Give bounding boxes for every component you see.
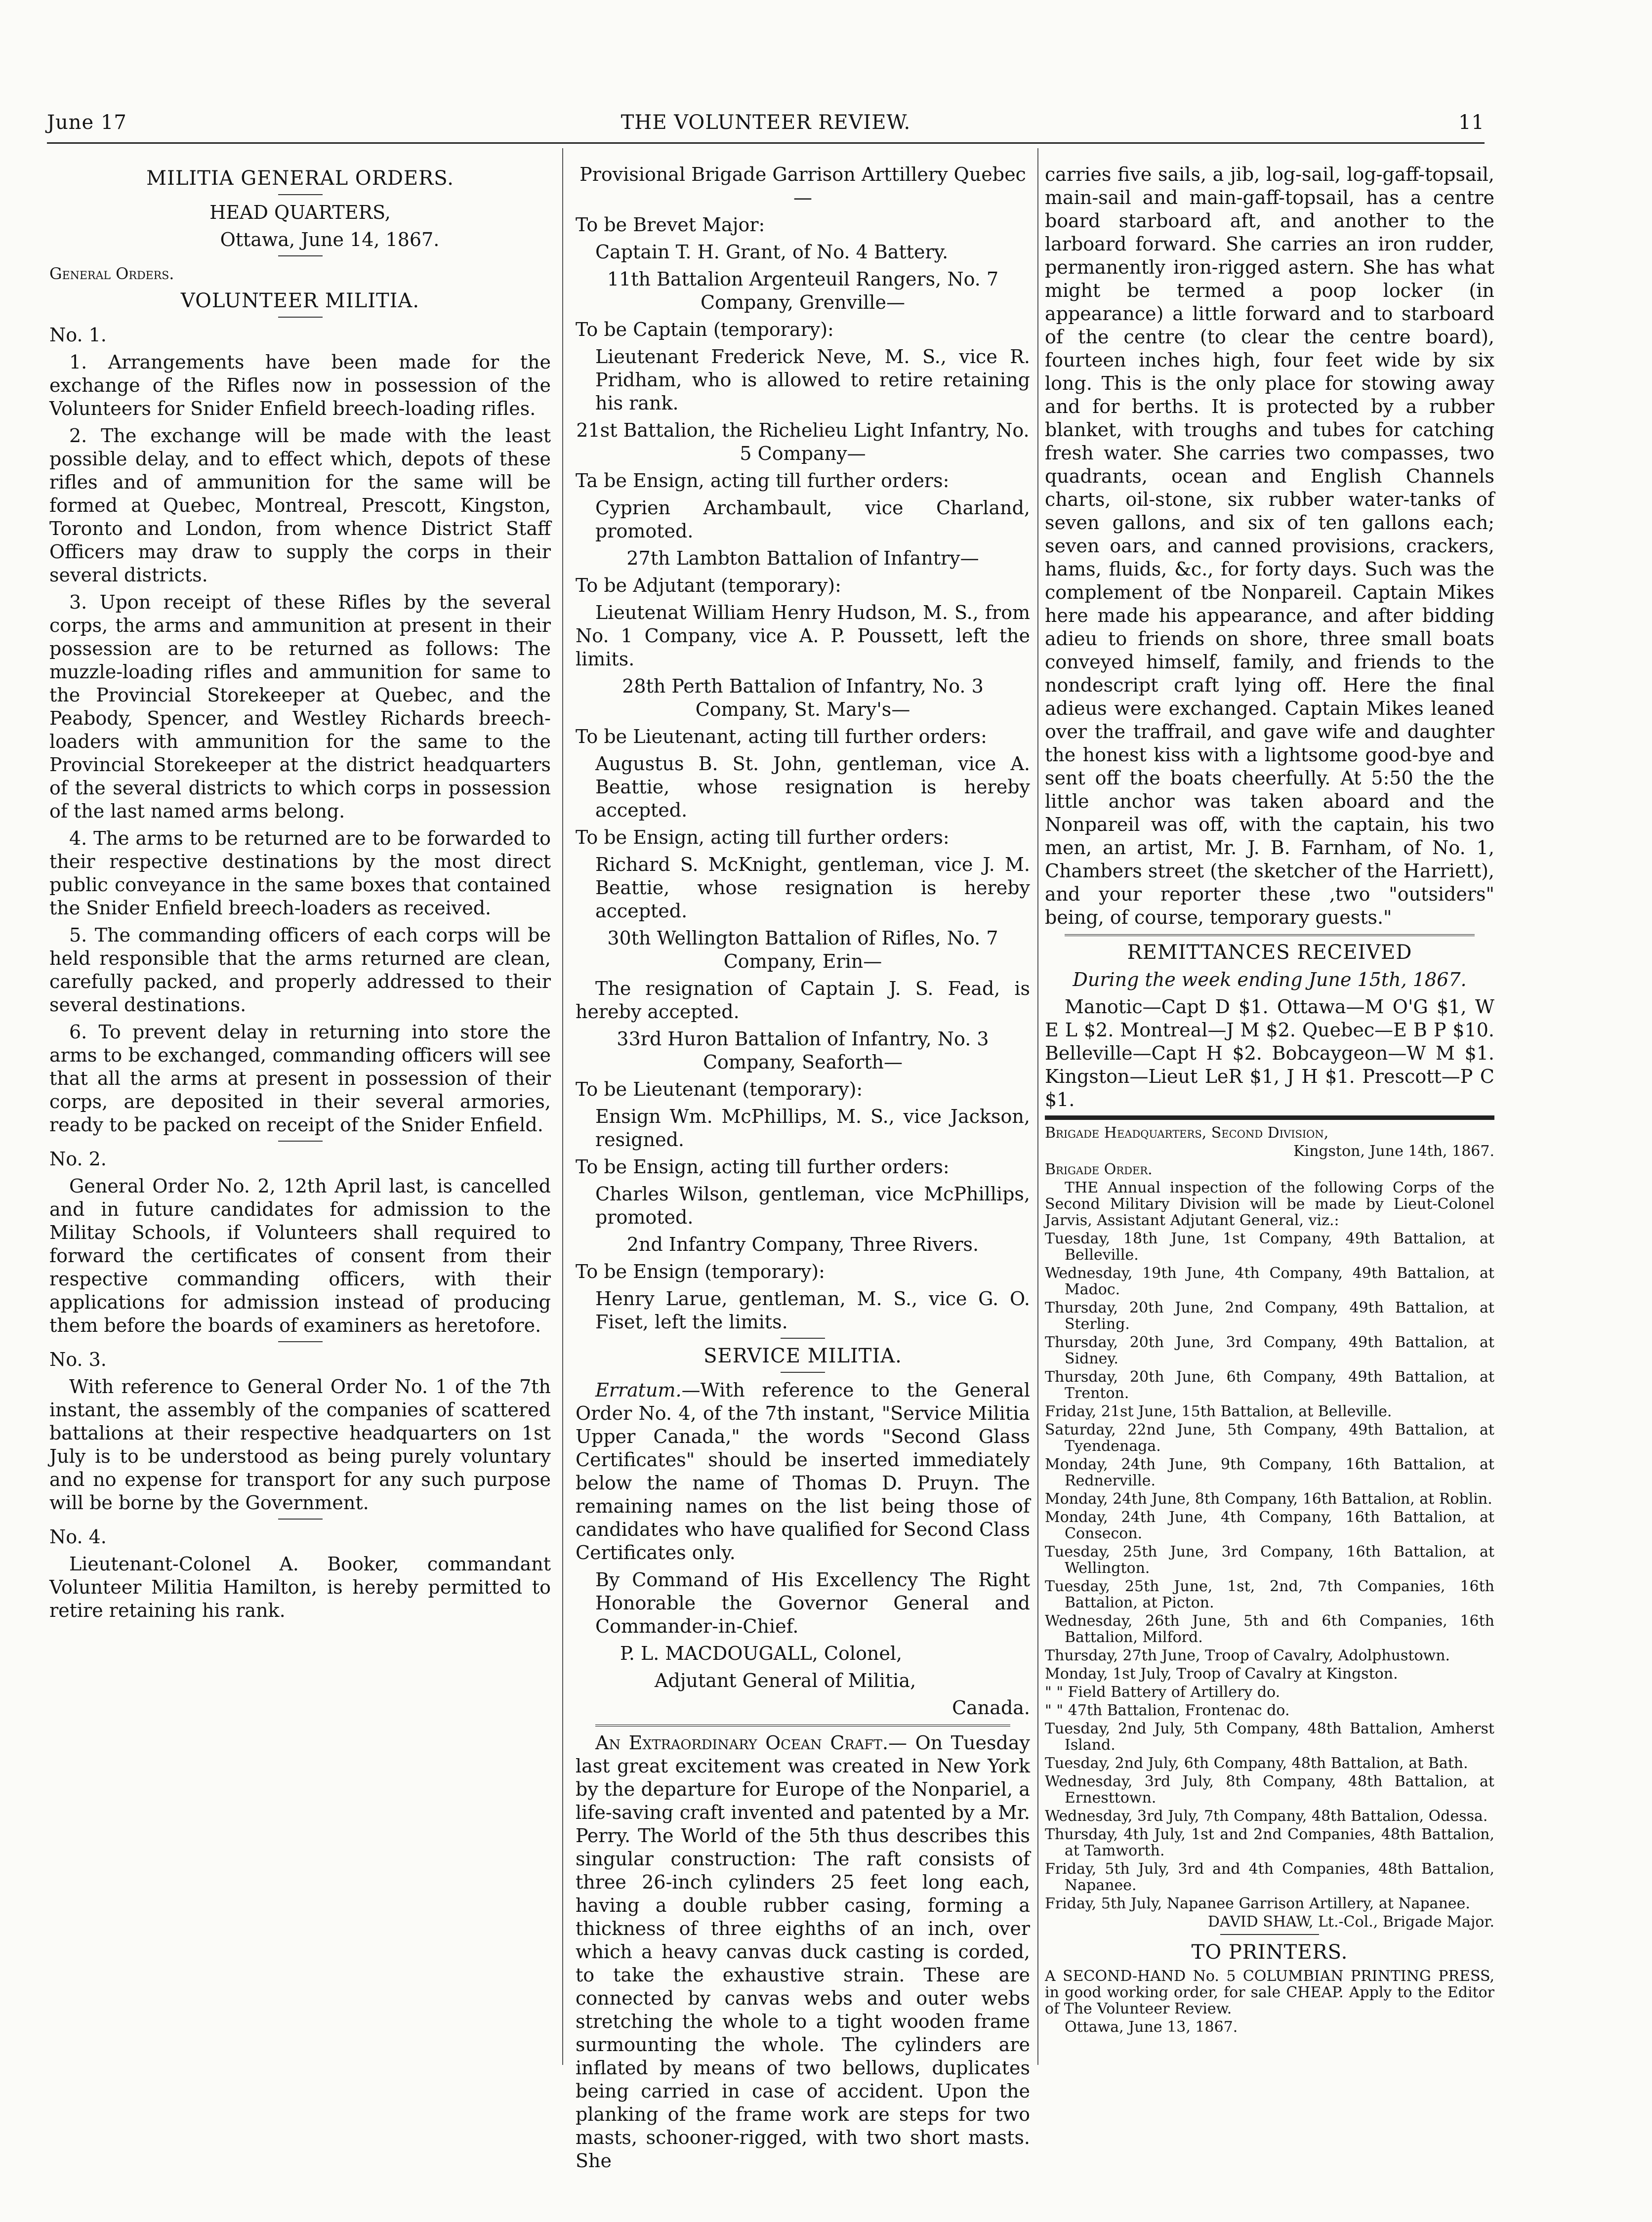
appointment-line: To be Captain (temporary): (576, 319, 834, 340)
appointment-line: Ensign Wm. McPhillips, M. S., vice Jackson, resigned. (595, 1106, 1030, 1151)
unit-heading: 27th Lambton Battalion of Infantry— (626, 547, 979, 569)
signature-title: Adjutant General of Militia, (655, 1670, 916, 1691)
appointment-line: Cyprien Archambault, vice Charland, promoted. (595, 497, 1030, 542)
appointment-line: To be Adjutant (temporary): (576, 575, 841, 596)
inspection-item: Monday, 24th June, 9th Company, 16th Battalion, at Rednerville. (1045, 1456, 1494, 1489)
unit-heading: 30th Wellington Battalion of Rifles, No. 7 Company, Erin— (607, 927, 998, 972)
brigade-hq: Brigade Headquarters, Second Division, (1045, 1124, 1329, 1142)
inspection-item: Saturday, 22nd June, 5th Company, 49th Battalion, at Tyendenaga. (1045, 1421, 1494, 1455)
appointment-line: Henry Larue, gentleman, M. S., vice G. O. Fiset, left the limits. (595, 1288, 1030, 1333)
remittances-heading: REMITTANCES RECEIVED (1127, 941, 1412, 964)
column-divider-1 (562, 148, 563, 2065)
inspection-item: Monday, 1st July, Troop of Cavalry at Kingston. (1045, 1665, 1398, 1683)
appointment-line: To be Ensign, acting till further orders: (576, 826, 950, 848)
paragraph: Lieutenant-Colonel A. Booker, commandant Volunteer Militia Hamilton, is hereby permitted to retire retaining his rank. (49, 1553, 551, 1621)
erratum-paragraph (576, 1379, 1030, 1564)
running-header (47, 111, 1485, 141)
brigade-order-block (1045, 1125, 1494, 1930)
erratum-text: —With reference to the General Order No. 4, of the 7th instant, "Service Militia Upper Canada," the words "Second Glass Certificates" should be inserted immediately below the name of Thomas D. Pruyn. The remaining names on the list being those of candidates who have qualified for Second Class Certificates only. (576, 1379, 1030, 1564)
unit-heading: 21st Battalion, the Richelieu Light Infantry, No. 5 Company— (576, 419, 1030, 464)
hq-date: Ottawa, June 14, 1867. (220, 229, 440, 250)
militia-orders-heading: MILITIA GENERAL ORDERS. (146, 167, 454, 190)
inspection-item: Wednesday, 3rd July, 7th Company, 48th Battalion, Odessa. (1045, 1808, 1488, 1825)
printers-heading: TO PRINTERS. (1191, 1941, 1348, 1964)
unit-heading: Provisional Brigade Garrison Arttillery Quebec— (579, 164, 1026, 208)
inspection-item: Thursday, 20th June, 6th Company, 49th Battalion, at Trenton. (1045, 1368, 1494, 1402)
general-orders-label: General Orders. (49, 264, 174, 283)
inspection-item: Tuesday, 18th June, 1st Company, 49th Battalion, at Belleville. (1045, 1230, 1494, 1264)
erratum-lead: Erratum. (595, 1379, 682, 1401)
appointment-line: Charles Wilson, gentleman, vice McPhillips, promoted. (595, 1183, 1030, 1228)
inspection-item: Thursday, 20th June, 2nd Company, 49th Battalion, at Sterling. (1045, 1299, 1494, 1333)
remittances-list: Manotic—Capt D $1. Ottawa—M O'G $1, W E L $2. Montreal—J M $2. Quebec—E B P $10. Belleville—Capt H $2. Bobcaygeon—W M $1. Kingston—Lieut LeR $1, J H $1. Prescott—P C $1. (1045, 996, 1494, 1111)
inspection-item: Wednesday, 3rd July, 8th Company, 48th Battalion, at Ernesttown. (1045, 1773, 1494, 1807)
inspection-item: Tuesday, 25th June, 3rd Company, 16th Battalion, at Wellington. (1045, 1543, 1494, 1577)
brigade-order-label: Brigade Order. (1045, 1161, 1153, 1178)
inspection-item: Tuesday, 25th June, 1st, 2nd, 7th Companies, 16th Battalion, at Picton. (1045, 1578, 1494, 1611)
column-divider-2 (1037, 148, 1038, 2065)
printers-ad (1045, 1968, 1494, 2035)
column-3 (1045, 163, 1494, 2037)
appointment-line: Lieutenat William Henry Hudson, M. S., from No. 1 Company, vice A. P. Poussett, left the limits. (576, 602, 1030, 670)
paragraph: 6. To prevent delay in returning into store the arms to be exchanged, commanding officers will see that all the arms at present in possession of their corps, are deposited in their several armories, ready to be packed on receipt of the Snider Enfield. (49, 1021, 551, 1136)
volunteer-militia-heading: VOLUNTEER MILITIA. (180, 289, 420, 312)
appointment-line: Lieutenant Frederick Neve, M. S., vice R. Pridham, who is allowed to retire retaining his rank. (595, 346, 1030, 414)
inspection-item: Friday, 5th July, 3rd and 4th Companies, 48th Battalion, Napanee. (1045, 1860, 1494, 1894)
article-continuation: carries five sails, a jib, log-sail, log-gaff-topsail, main-sail and main-gaff-topsail, has a centre board starboard aft, and another to the larboard forward. She carries an iron rudder, permanently iron-rigged astern. She has what might be termed a poop locker (in appearance) a little forward and to starboard of the centre (to clear the centre board), fourteen inches high, four feet wide by six long. This is the only place for stowing away and for berths. It is protected by a rubber blanket, with troughs and tubes for catching fresh water. She carries two compasses, two quadrants, ocean and English Channels charts, oil-stone, six rubber water-tanks of seven gallons, and six of ten gallons each; seven oars, and canned provisions, crackers, hams, fluids, &c., for forty days. Such was the complement of tbe Nonpareil. Captain Mikes here made his appearance, and after bidding adieu to friends on shore, three small boats conveyed himself, family, and friends to the nondescript craft lying off. Here the final adieus were exchanged. Captain Mikes leaned over the traffrail, and gave wife and daughter the honest kiss with a lightsome good-bye and sent off the boats cheerfully. At 5:50 the the little anchor was taken aboard and the Nonpareil was off, with the captain, his two men, an artist, Mr. J. B. Farnham, of No. 1, Chambers street (the sketcher of the Harriett), and your reporter these ,two "outsiders" being, of course, temporary guests." (1045, 164, 1494, 928)
command-line: By Command of His Excellency The Right Honorable the Governor General and Commander-in-Chief. (595, 1569, 1030, 1637)
inspection-item: Tuesday, 2nd July, 6th Company, 48th Battalion, at Bath. (1045, 1755, 1468, 1772)
double-rule (595, 1725, 1010, 1727)
divider (278, 1519, 323, 1520)
divider (278, 194, 323, 195)
inspection-item: Thursday, 27th June, Troop of Cavalry, Adolphustown. (1045, 1647, 1450, 1664)
hq-heading: HEAD QUARTERS, (209, 202, 391, 223)
appointment-line: To be Brevet Major: (576, 214, 765, 236)
unit-heading: 2nd Infantry Company, Three Rivers. (626, 1234, 979, 1255)
divider (278, 1141, 323, 1142)
header-title: THE VOLUNTEER REVIEW. (620, 111, 911, 134)
paragraph: 2. The exchange will be made with the least possible delay, and to effect which, depots of these rifles and of ammunition for the same will be formed at Quebec, Montreal, Prescott, Kingston, Toronto and London, from whence District Staff Officers may draw to supply the corps in their several districts. (49, 425, 551, 586)
divider (278, 255, 323, 256)
divider (278, 317, 323, 318)
inspection-item: Thursday, 20th June, 3rd Company, 49th Battalion, at Sidney. (1045, 1334, 1494, 1367)
inspection-item: Wednesday, 19th June, 4th Company, 49th Battalion, at Madoc. (1045, 1265, 1494, 1298)
appointment-line: Richard S. McKnight, gentleman, vice J. M. Beattie, whose resignation is hereby accepted. (595, 854, 1030, 922)
article-text: — On Tuesday last great excitement was created in New York by the departure for Europe of the Nonpariel, a life-saving craft invented and patented by a Mr. Perry. The World of the 5th thus describes this singular construction: The raft consists of three 26-inch cylinders 25 feet long each, having a double rubber casing, forming a thickness of three eighths of an inch, over which a heavy canvas duck casting is corded, to take the exhaustive strain. These are connected by canvas webs and outer webs stretching the whole to a tight wooden frame surmounting the whole. The cylinders are inflated by means of two bellows, duplicates being carried in case of accident. Upon the planking of the frame work are steps for two masts, schooner-rigged, with two short masts. She (576, 1732, 1030, 2172)
inspection-list (1045, 1231, 1494, 1912)
appointment-line: To be Lieutenant, acting till further orders: (576, 726, 987, 747)
inspection-item: Monday, 24th June, 4th Company, 16th Battalion, at Consecon. (1045, 1509, 1494, 1542)
page-number: 11 (1458, 111, 1485, 134)
appointment-line: To be Lieutenant (temporary): (576, 1078, 863, 1100)
header-date: June 17 (47, 111, 127, 134)
divider (781, 1338, 825, 1339)
appointment-line: Ta be Ensign, acting till further orders: (576, 470, 950, 492)
brigade-hq-date: Kingston, June 14th, 1867. (1293, 1143, 1494, 1160)
paragraph: 4. The arms to be returned are to be forwarded to their respective destinations by the most direct public conveyance in the same boxes that contained the Snider Enfield breech-loaders as received. (49, 827, 551, 919)
order-no3: No. 3. (49, 1349, 107, 1370)
paragraph: 5. The commanding officers of each corps will be held responsible that the arms returned are clean, carefully packed, and properly addressed to their several destinations. (49, 924, 551, 1016)
thick-rule (1045, 1115, 1494, 1120)
unit-heading: 28th Perth Battalion of Infantry, No. 3 Company, St. Mary's— (622, 675, 984, 720)
order-no1: No. 1. (49, 324, 107, 346)
remittances-subtitle: During the week ending June 15th, 1867. (1073, 969, 1467, 990)
service-militia-heading: SERVICE MILITIA. (703, 1345, 902, 1367)
printers-ad-date: Ottawa, June 13, 1867. (1065, 2018, 1238, 2036)
printers-ad-text: A SECOND-HAND No. 5 COLUMBIAN PRINTING PRESS, in good working order, for sale CHEAP. Apply to the Editor of The Volunteer Review. (1045, 1968, 1494, 2017)
inspection-item: " " 47th Battalion, Frontenac do. (1045, 1702, 1290, 1719)
inspection-item: " " Field Battery of Artillery do. (1045, 1684, 1280, 1701)
unit-heading: 33rd Huron Battalion of Infantry, No. 3 Company, Seaforth— (617, 1028, 989, 1073)
double-rule (1065, 934, 1475, 936)
order-no2: No. 2. (49, 1148, 107, 1170)
divider (781, 1372, 825, 1373)
inspection-item: Friday, 21st June, 15th Battalion, at Belleville. (1045, 1403, 1392, 1420)
inspection-item: Tuesday, 2nd July, 5th Company, 48th Battalion, Amherst Island. (1045, 1720, 1494, 1754)
paragraph: 1. Arrangements have been made for the exchange of the Rifles now in possession of the Volunteers for Snider Enfield breech-loading rifles. (49, 351, 551, 419)
appointment-line: The resignation of Captain J. S. Fead, is hereby accepted. (576, 978, 1030, 1023)
unit-heading: 11th Battalion Argenteuil Rangers, No. 7 Company, Grenville— (607, 268, 999, 313)
paragraph: With reference to General Order No. 1 of the 7th instant, the assembly of the companies of scattered battalions at their respective headquarters on 1st July is to be understood as being purely voluntary and no expense for transport for any such purpose will be borne by the Government. (49, 1376, 551, 1514)
inspection-item: Friday, 5th July, Napanee Garrison Artillery, at Napanee. (1045, 1895, 1470, 1912)
paragraph: 3. Upon receipt of these Rifles by the several corps, the arms and ammunition at present in their possession are to be returned as follows: The muzzle-loading rifles and ammunition for same to the Provincial Storekeeper at Quebec, and the Peabody, Spencer, and Westley Richards breech-loaders with ammunition for the same to the Provincial Storekeeper at the district headquarters of the several districts to which corps in possession of the last named arms belong. (49, 591, 551, 822)
column-1 (49, 163, 551, 1626)
paragraph: General Order No. 2, 12th April last, is cancelled and in future candidates for admission to the Militay Schools, if Volunteers shall required to forward the certificates of consent from their respective commanding officers, with their applications for admission instead of producing them before the boards of examiners as heretofore. (49, 1175, 551, 1336)
divider (1220, 1934, 1319, 1935)
inspection-item: Thursday, 4th July, 1st and 2nd Companies, 48th Battalion, at Tamworth. (1045, 1826, 1494, 1859)
appointment-line: Captain T. H. Grant, of No. 4 Battery. (595, 241, 949, 263)
order-no4: No. 4. (49, 1526, 107, 1548)
column-2 (576, 163, 1030, 2177)
ocean-craft-article (576, 1731, 1030, 2173)
brigade-order-intro: THE Annual inspection of the following Corps of the Second Military Division will be made by Lieut-Colonel Jarvis, Assistant Adjutant General, viz.: (1045, 1179, 1494, 1229)
inspection-item: Monday, 24th June, 8th Company, 16th Battalion, at Roblin. (1045, 1490, 1492, 1508)
appointment-line: Augustus B. St. John, gentleman, vice A. Beattie, whose resignation is hereby accepted. (595, 753, 1030, 821)
signature-name: P. L. MACDOUGALL, Colonel, (620, 1643, 903, 1664)
inspection-item: Wednesday, 26th June, 5th and 6th Companies, 16th Battalion, Milford. (1045, 1612, 1494, 1646)
brigade-major-signature: DAVID SHAW, Lt.-Col., Brigade Major. (1207, 1913, 1494, 1931)
appointment-line: To be Ensign (temporary): (576, 1261, 825, 1282)
signature-place: Canada. (952, 1697, 1030, 1719)
appointment-line: To be Ensign, acting till further orders: (576, 1156, 950, 1178)
divider (278, 1341, 323, 1342)
article-lead: An Extraordinary Ocean Craft. (595, 1732, 889, 1754)
header-rule (47, 142, 1485, 144)
